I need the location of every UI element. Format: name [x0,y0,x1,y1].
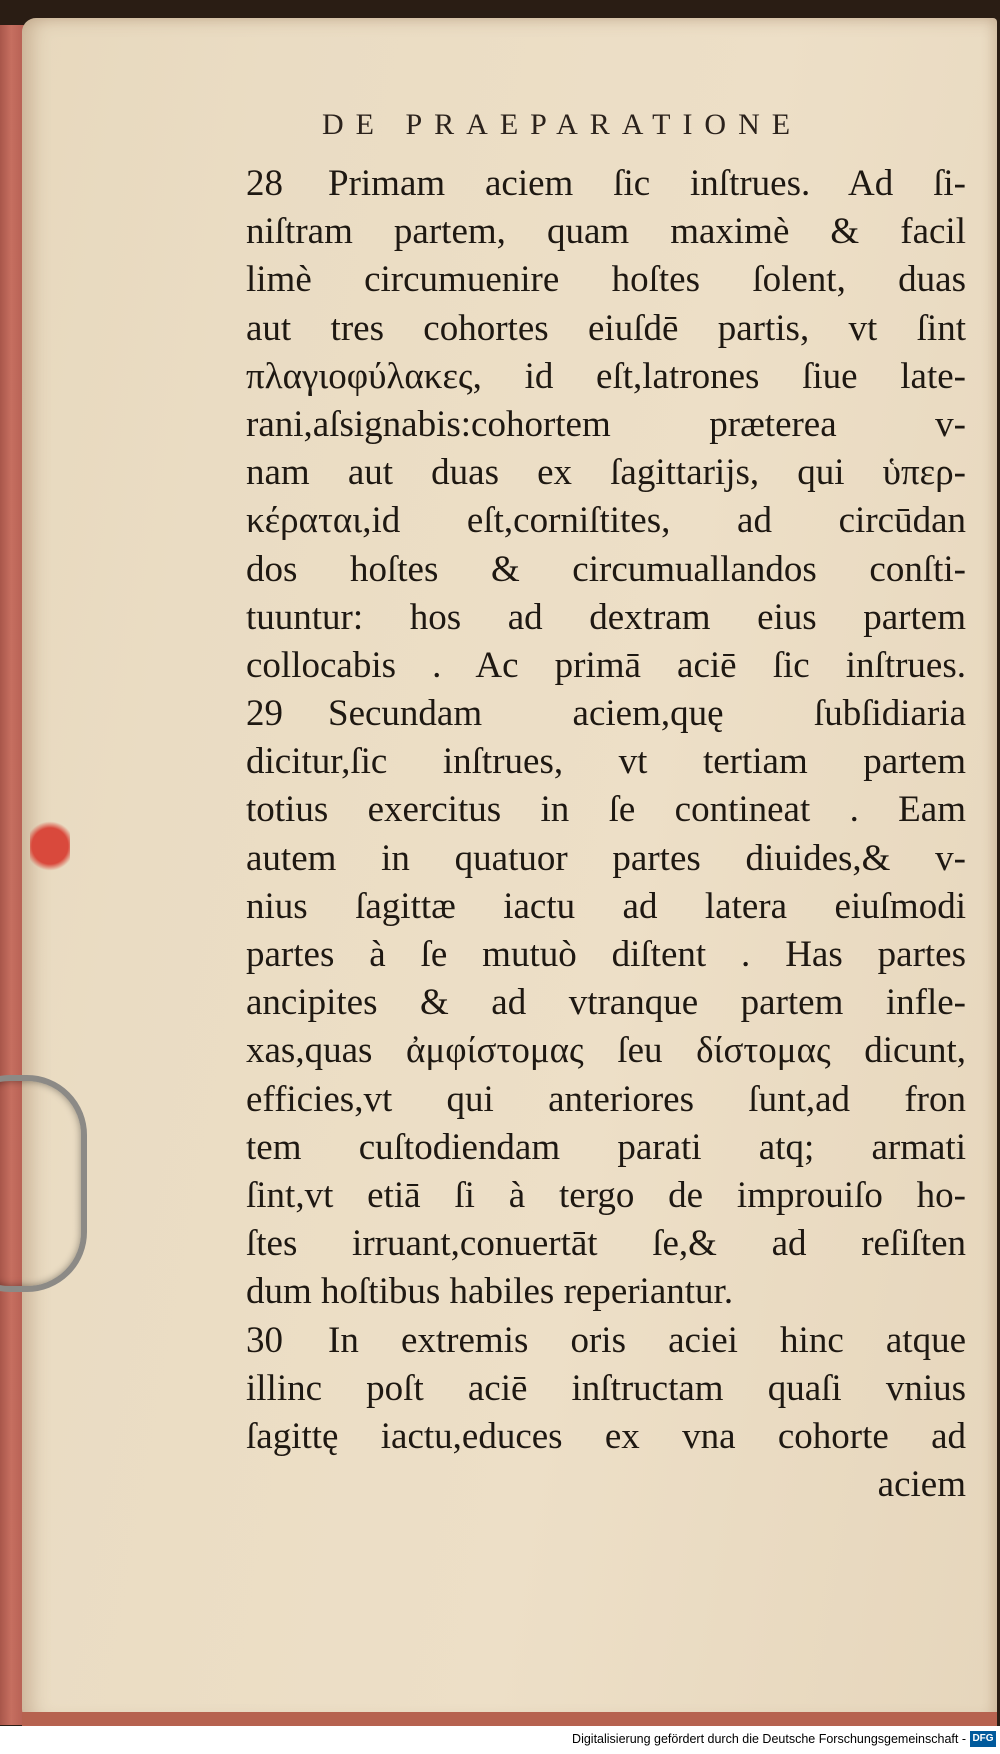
text-block [246,160,966,1509]
funding-credit: Digitalisierung gefördert durch die Deutsche Forschungsgemeinschaft - [572,1732,966,1746]
text-line: κέραται,id eſt,corniſtites, ad circūdan [246,500,966,542]
page-clip [0,1075,87,1292]
text-line: ancipites & ad vtranque partem infle- [246,982,966,1024]
text-line: limè circumuenire hoſtes ſolent, duas [246,259,966,301]
section-number: 28 [246,163,283,204]
footer-bar [0,1726,1000,1754]
red-stain [30,820,70,872]
text-line: tem cuſtodiendam parati atq; armati [246,1126,966,1168]
dfg-logo: DFG [970,1731,996,1747]
text-line: ſint,vt etiā ſi à tergo de improuiſo ho- [246,1174,966,1216]
text-line: 30 In extremis oris aciei hinc atque [246,1317,966,1365]
text-line: nam aut duas ex ſagittarijs, qui ὑπερ- [246,452,966,494]
text-line: dum hoſtibus habiles reperiantur. [246,1271,734,1313]
text-line: dicitur,ſic inſtrues, vt tertiam partem [246,741,966,783]
section-number: 30 [246,1319,283,1361]
text-line: illinc poſt aciē inſtructam quaſi vnius [246,1367,966,1409]
text-line: autem in quatuor partes diuides,& v- [246,837,966,879]
section-number: 29 [246,693,283,735]
text-line: ſagittę iactu,educes ex vna cohorte ad [246,1415,966,1457]
text-line: nius ſagittæ iactu ad latera eiuſmodi [246,885,966,927]
text-line: partes à ſe mutuò diſtent . Has partes [246,934,966,975]
text-line: rani,aſsignabis:cohortem præterea v- [246,403,966,445]
running-head: DE PRAEPARATIONE [322,108,803,141]
text-line: 29 Secundam aciem,quę ſubſidiaria [246,690,966,738]
text-line: collocabis . Ac primā aciē ſic inſtrues. [246,644,966,686]
text-line: 28 Primam aciem ſic inſtrues. Ad ſi- [246,160,966,208]
text-line: totius exercitus in ſe contineat . Eam [246,789,966,831]
page-bottom-edge [22,1712,997,1726]
text-line: tuuntur: hos ad dextram eius partem [246,596,966,638]
text-line: dos hoſtes & circumuallandos conſti- [246,548,966,590]
text-line: aut tres cohortes eiuſdē partis, vt ſint [246,307,966,349]
catchword: aciem [877,1464,966,1506]
text-line: niſtram partem, quam maximè & facil [246,211,966,253]
text-line: πλαγιοφύλακες, id eſt,latrones ſiue late- [246,355,966,397]
text-line: ſtes irruant,conuertāt ſe,& ad reſiſten [246,1223,966,1265]
text-line: xas,quas ἀμφίστομας ſeu δίστομας dicunt, [246,1030,966,1072]
text-line: efficies,vt qui anteriores ſunt,ad fron [246,1078,966,1120]
